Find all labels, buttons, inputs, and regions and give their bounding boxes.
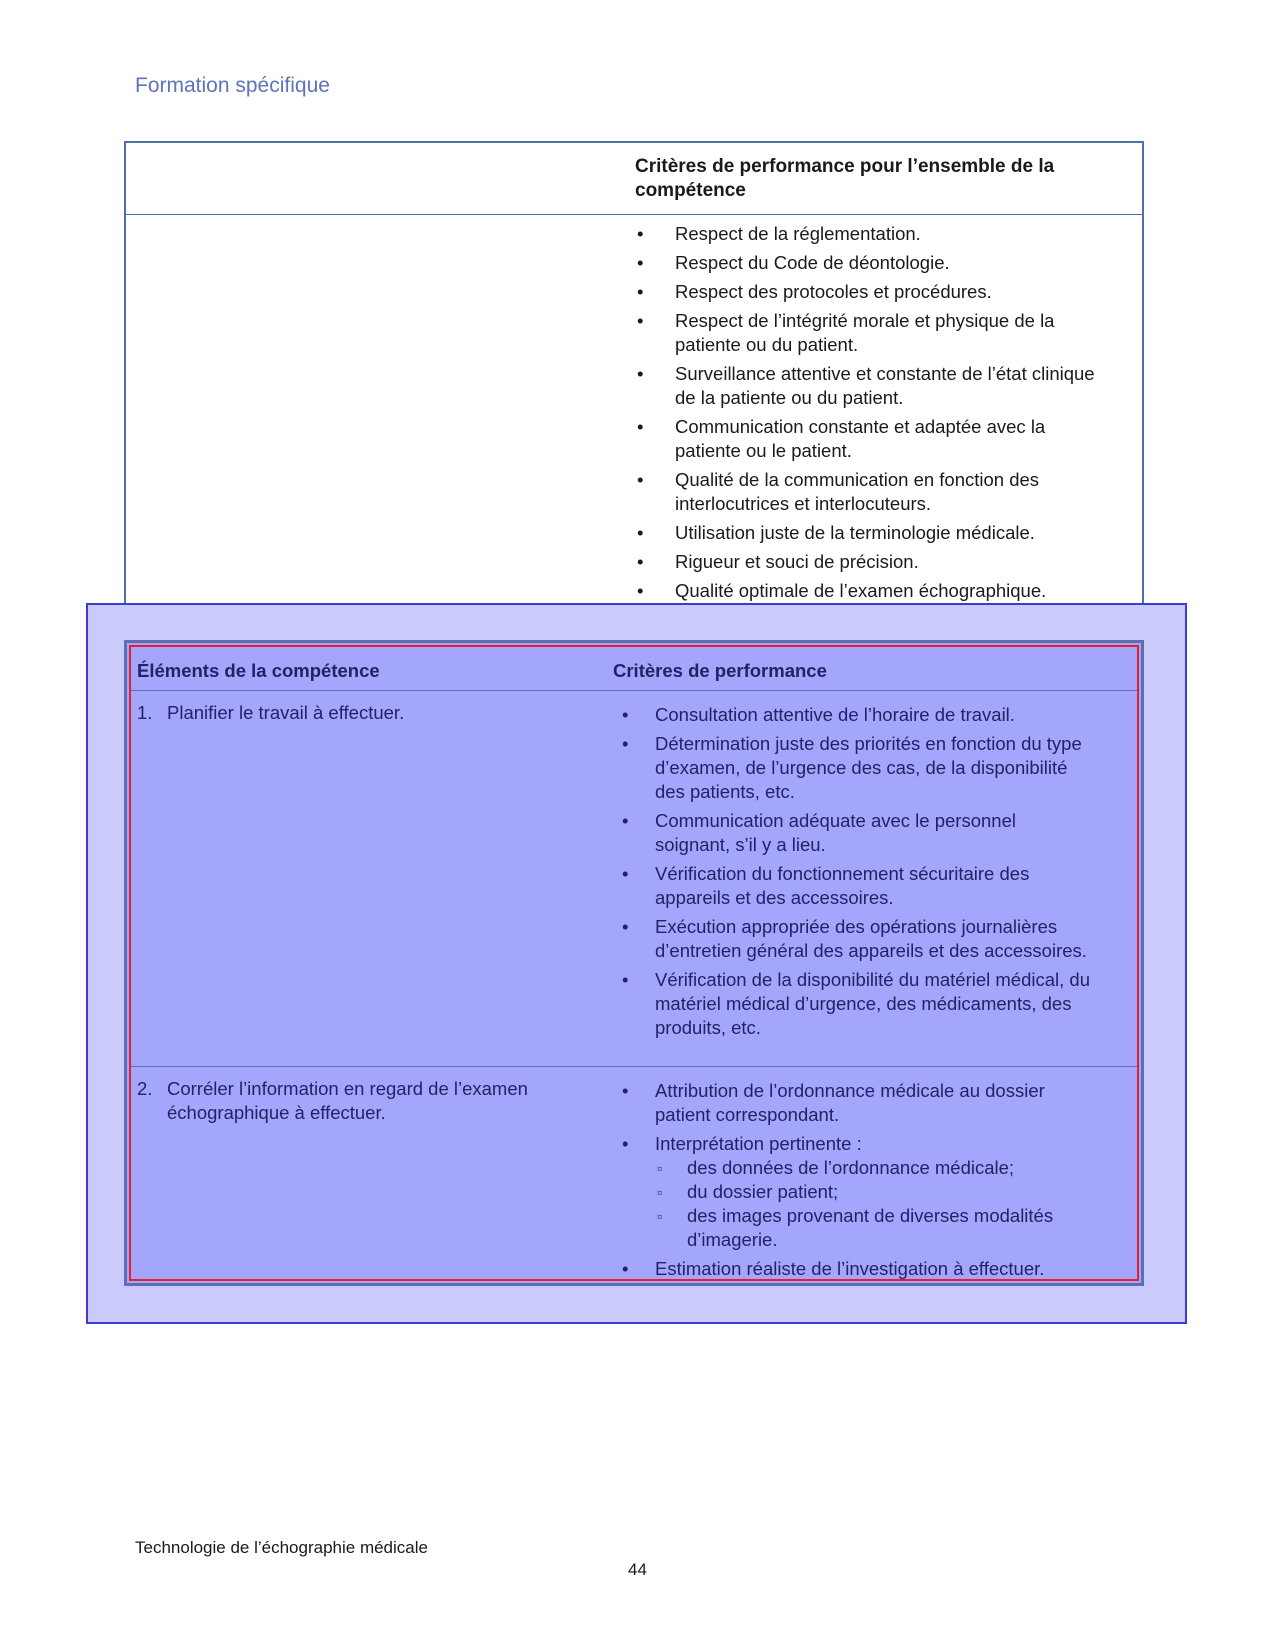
- list-item: • Détermination juste des priorités en fonction du type d’examen, de l’urgence des cas, de la disponibilité des patients, etc.: [622, 733, 1082, 802]
- section-header: Formation spécifique: [135, 74, 330, 97]
- list-item: • Surveillance attentive et constante de l’état clinique de la patiente ou du patient.: [637, 363, 1095, 408]
- bullet-icon: •: [622, 810, 629, 831]
- list-item: • Respect du Code de déontologie.: [637, 252, 950, 273]
- list-item: • Estimation réaliste de l’investigation à effectuer.: [622, 1258, 1045, 1279]
- bullet-icon: •: [637, 522, 644, 543]
- square-bullet-icon: ▫: [657, 1160, 662, 1176]
- table-row: [131, 1067, 1137, 1287]
- list-item: • Utilisation juste de la terminologie médicale.: [637, 522, 1035, 543]
- global-criteria-table: [124, 141, 1144, 612]
- criteria-list: [620, 703, 1090, 1045]
- list-item: • Exécution appropriée des opérations journalières d’entretien général des appareils et des accessoires.: [622, 916, 1087, 961]
- bullet-icon: •: [622, 1080, 629, 1101]
- list-item: • Vérification du fonctionnement sécuritaire des appareils et des accessoires.: [622, 863, 1030, 908]
- element-number: 1.: [137, 702, 153, 723]
- bullet-icon: •: [637, 310, 644, 331]
- page-number: 44: [628, 1560, 647, 1579]
- bullet-icon: •: [637, 416, 644, 437]
- sub-criteria-list: [655, 1156, 1090, 1252]
- list-item: • Attribution de l’ordonnance médicale au dossier patient correspondant.: [622, 1080, 1045, 1125]
- element-number: 2.: [137, 1078, 153, 1099]
- table-header: [131, 647, 1137, 691]
- list-item: • Qualité optimale de l’examen échographique.: [637, 580, 1047, 601]
- list-item: • Qualité de la communication en fonction des interlocutrices et interlocuteurs.: [637, 469, 1040, 514]
- list-item: • Respect de la réglementation.: [637, 223, 921, 244]
- list-item: • Respect des protocoles et procédures.: [637, 281, 992, 302]
- footer-title: Technologie de l’échographie médicale: [135, 1538, 428, 1557]
- sub-list-item: ▫ des images provenant de diverses modalités d’imagerie.: [657, 1205, 1054, 1250]
- bullet-icon: •: [637, 551, 644, 572]
- list-item: • Interprétation pertinente : ▫ des données de l’ordonnance médicale; ▫ du dossier patient; ▫ des images provenant de diverses modalités d’imagerie.: [620, 1132, 1090, 1252]
- bullet-icon: •: [622, 916, 629, 937]
- bullet-icon: •: [637, 281, 644, 302]
- sub-list-item: ▫ du dossier patient;: [657, 1181, 839, 1202]
- list-item: • Communication constante et adaptée avec la patiente ou le patient.: [637, 416, 1046, 461]
- bullet-icon: •: [637, 223, 644, 244]
- criteria-list: [620, 1079, 1090, 1286]
- bullet-icon: •: [622, 1258, 629, 1279]
- square-bullet-icon: ▫: [657, 1184, 662, 1200]
- bullet-icon: •: [622, 704, 629, 725]
- bullet-icon: •: [622, 863, 629, 884]
- col-header-elements: Éléments de la compétence: [137, 660, 380, 681]
- list-item: • Respect de l’intégrité morale et physique de la patiente ou du patient.: [637, 310, 1055, 355]
- selection-outline: [129, 645, 1139, 1281]
- element-text: 2. Corréler l’information en regard de l’examen échographique à effectuer.: [137, 1078, 528, 1123]
- list-item: • Communication adéquate avec le personnel soignant, s’il y a lieu.: [622, 810, 1016, 855]
- bullet-icon: •: [622, 1133, 629, 1154]
- list-item: • Consultation attentive de l’horaire de travail.: [622, 704, 1015, 725]
- element-text: 1. Planifier le travail à effectuer.: [137, 702, 405, 723]
- bullet-icon: •: [637, 252, 644, 273]
- global-criteria-title: Critères de performance pour l’ensemble de la compétence: [635, 156, 1055, 201]
- square-bullet-icon: ▫: [657, 1208, 662, 1224]
- sub-list-item: ▫ des données de l’ordonnance médicale;: [657, 1157, 1015, 1178]
- bullet-icon: •: [622, 969, 629, 990]
- bullet-icon: •: [637, 363, 644, 384]
- bullet-icon: •: [637, 580, 644, 601]
- list-item: • Rigueur et souci de précision.: [637, 551, 919, 572]
- competence-elements-table: [124, 640, 1144, 1286]
- global-criteria-header: [126, 143, 1142, 215]
- bullet-icon: •: [622, 733, 629, 754]
- global-criteria-list: [635, 222, 1105, 608]
- col-header-criteria: Critères de performance: [613, 660, 827, 681]
- table-row: [131, 691, 1137, 1067]
- list-item: • Vérification de la disponibilité du matériel médical, du matériel médical d’urgence, des médicaments, des produits, etc.: [622, 969, 1090, 1038]
- bullet-icon: •: [637, 469, 644, 490]
